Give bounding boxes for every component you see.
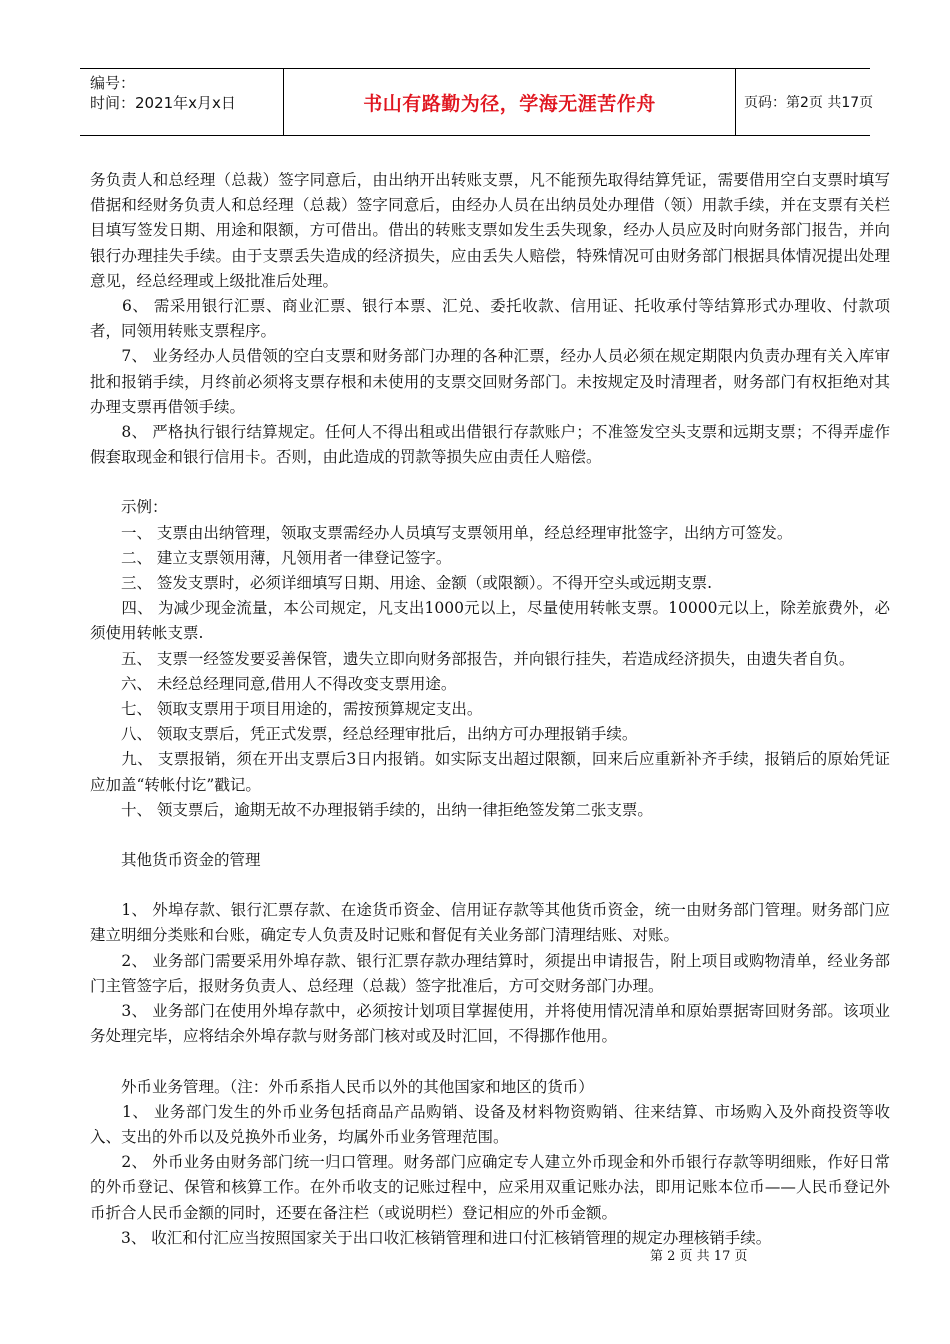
page-code: 页码：第2页 共17页 bbox=[744, 95, 874, 111]
header-motto-cell bbox=[283, 69, 736, 135]
paragraph: 6、 需采用银行汇票、商业汇票、银行本票、汇兑、委托收款、信用证、托收承付等结算形式办理收、付款项者，同领用转账支票程序。 bbox=[90, 297, 890, 341]
example-item: 二、 建立支票领用薄，凡领用者一律登记签字。 bbox=[90, 548, 452, 567]
funds-item: 1、 外埠存款、银行汇票存款、在途货币资金、信用证存款等其他货币资金，统一由财务部门管理。财务部门应建立明细分类账和台账，确定专人负责及时记账和督促有关业务部门清理结账、对账。 bbox=[90, 901, 890, 945]
example-item: 三、 签发支票时，必须详细填写日期、用途、金额（或限额）。不得开空头或远期支票. bbox=[90, 574, 713, 593]
time-label: 时间：2021年x月x日 bbox=[90, 94, 236, 112]
example-item: 八、 领取支票后，凭正式发票，经总经理审批后，出纳方可办理报销手续。 bbox=[90, 725, 638, 744]
example-item: 四、 为减少现金流量，本公司规定，凡支出1000元以上，尽量使用转帐支票。10000元以上，除差旅费外，必须使用转帐支票. bbox=[90, 599, 890, 643]
currency-item: 2、 外币业务由财务部门统一归口管理。财务部门应确定专人建立外币现金和外币银行存款等明细账，作好日常的外币登记、保管和核算工作。在外币收支的记账过程中，应采用双重记账办法，即用记账本位币——人民币登记外币折合人民币金额的同时，还要在备注栏（或说明栏）登记相应的外币金额。 bbox=[90, 1153, 890, 1222]
example-item: 七、 领取支票用于项目用途的，需按预算规定支出。 bbox=[90, 700, 483, 719]
example-item: 一、 支票由出纳管理，领取支票需经办人员填写支票领用单，经总经理审批签字，出纳方可签发。 bbox=[90, 523, 793, 542]
page-header bbox=[80, 68, 874, 136]
currency-item: 3、 收汇和付汇应当按照国家关于出口收汇核销管理和进口付汇核销管理的规定办理核销手续。 bbox=[90, 1228, 772, 1247]
header-left-cell bbox=[80, 69, 283, 135]
example-title: 示例： bbox=[90, 498, 168, 517]
paragraph: 8、 严格执行银行结算规定。任何人不得出租或出借银行存款账户；不准签发空头支票和远期支票；不得弄虚作假套取现金和银行信用卡。否则，由此造成的罚款等损失应由责任人赔偿。 bbox=[90, 423, 890, 467]
paragraph: 7、 业务经办人员借领的空白支票和财务部门办理的各种汇票，经办人员必须在规定期限内负责办理有关入库审批和报销手续，月终前必须将支票存根和未使用的支票交回财务部门。未按规定及时清理者，财务部门有权拒绝对其办理支票再借领手续。 bbox=[90, 347, 890, 416]
currency-item: 1、 业务部门发生的外币业务包括商品产品购销、设备及材料物资购销、往来结算、市场购入及外商投资等收入、支出的外币以及兑换外币业务，均属外币业务管理范围。 bbox=[90, 1102, 890, 1146]
example-item: 十、 领支票后，逾期无故不办理报销手续的，出纳一律拒绝签发第二张支票。 bbox=[90, 800, 653, 819]
header-page-code-cell bbox=[734, 69, 874, 135]
funds-item: 3、 业务部门在使用外埠存款中，必须按计划项目掌握使用，并将使用情况清单和原始票据寄回财务部。该项业务处理完毕，应将结余外埠存款与财务部门核对或及时汇回，不得挪作他用。 bbox=[90, 1002, 890, 1046]
section-title: 外币业务管理。（注：外币系指人民币以外的其他国家和地区的货币） bbox=[90, 1077, 594, 1096]
number-label: 编号： bbox=[90, 74, 136, 92]
paragraph: 务负责人和总经理（总裁）签字同意后，由出纳开出转账支票，凡不能预先取得结算凭证，需要借用空白支票时填写借据和经财务负责人和总经理（总裁）签字同意后，由经办人员在出纳员处办理借（领）用款手续，并在支票有关栏目填写签发日期、用途和限额，方可借出。借出的转账支票如发生丢失现象，经办人员应及时向财务部门报告，并向银行办理挂失手续。由于支票丢失造成的经济损失，应由丢失人赔偿，特殊情况可由财务部门根据具体情况提出处理意见，经总经理或上级批准后处理。 bbox=[90, 171, 890, 290]
section-title: 其他货币资金的管理 bbox=[90, 851, 261, 870]
funds-item: 2、 业务部门需要采用外埠存款、银行汇票存款办理结算时，须提出申请报告，附上项目或购物清单，经业务部门主管签字后，报财务负责人、总经理（总裁）签字批准后，方可交财务部门办理。 bbox=[90, 951, 890, 995]
motto-text: 书山有路勤为径，学海无涯苦作舟 bbox=[363, 92, 656, 115]
example-item: 五、 支票一经签发要妥善保管，遗失立即向财务部报告，并向银行挂失，若造成经济损失，由遗失者自负。 bbox=[90, 649, 855, 668]
example-item: 九、 支票报销，须在开出支票后3日内报销。如实际支出超过限额，回来后应重新补齐手续，报销后的原始凭证应加盖“转帐付讫”戳记。 bbox=[90, 750, 890, 794]
page-footer: 第 2 页 共 17 页 bbox=[650, 1249, 748, 1264]
example-item: 六、 未经总经理同意,借用人不得改变支票用途。 bbox=[90, 674, 457, 693]
document-body bbox=[90, 168, 890, 1251]
